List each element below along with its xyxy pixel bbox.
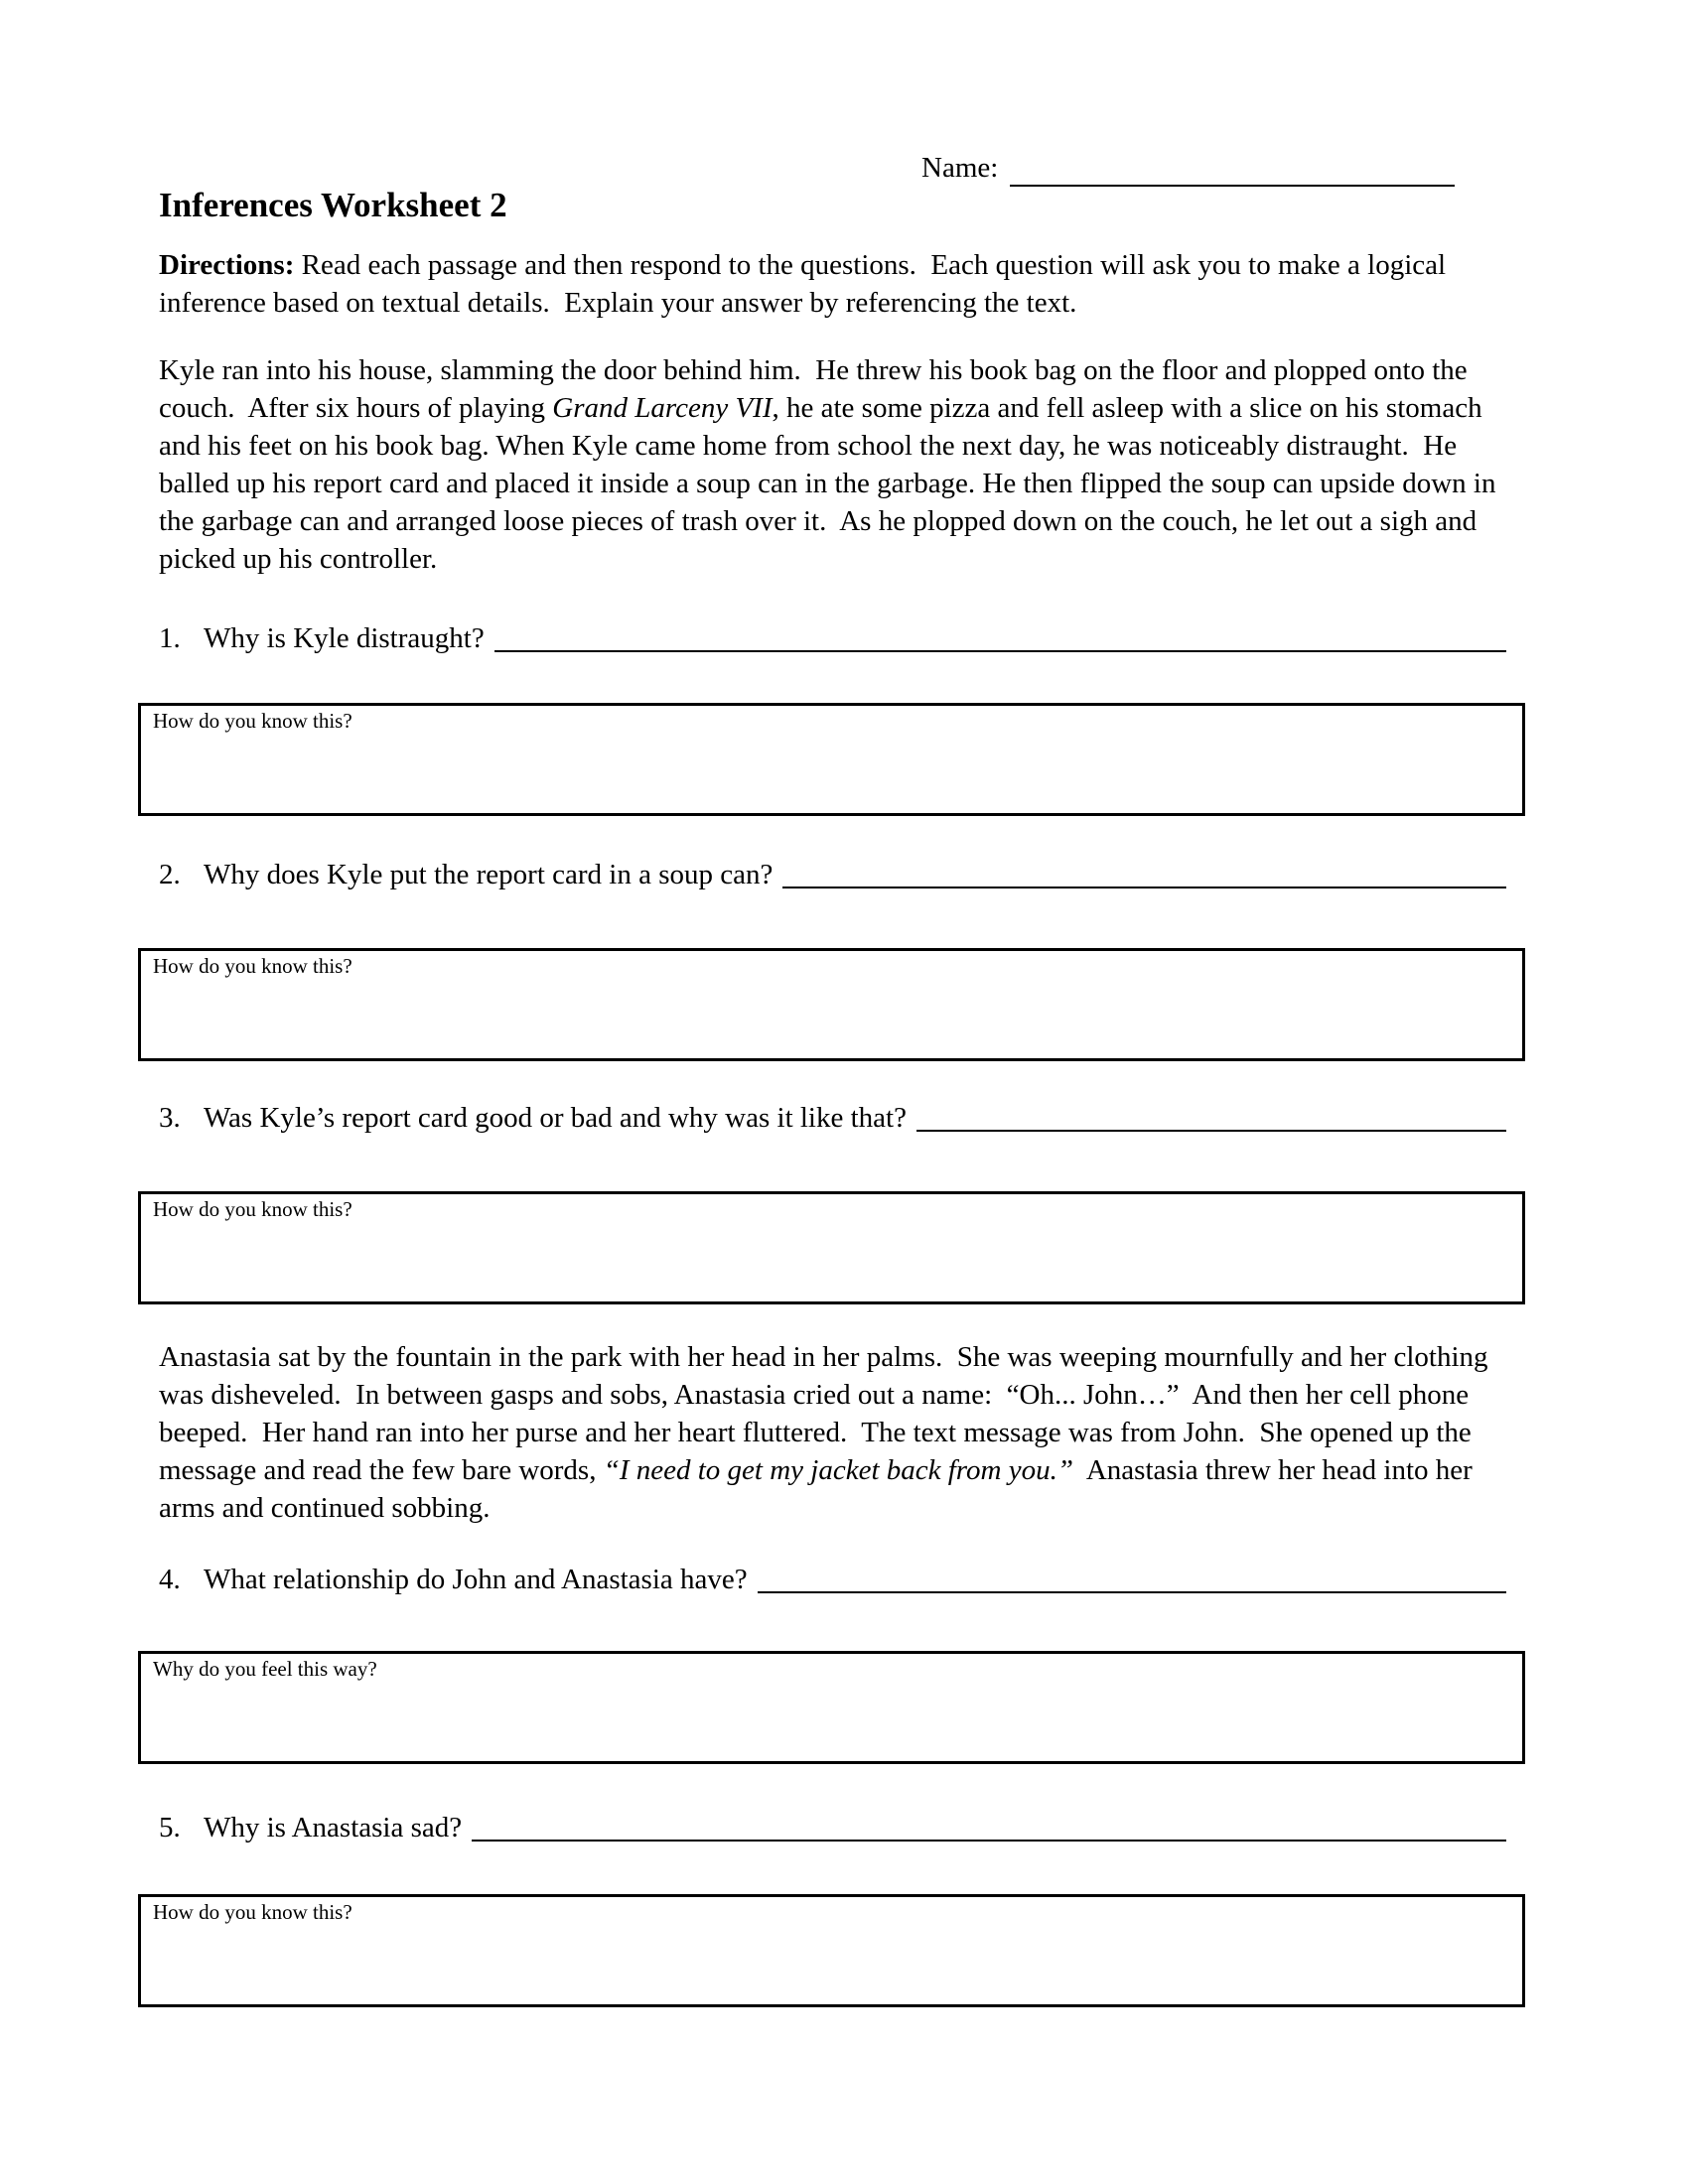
question-3-number: 3. <box>159 1102 181 1134</box>
question-5-box-label: How do you know this? <box>153 1900 352 1924</box>
question-5-answer-box[interactable] <box>138 1894 1525 2007</box>
question-3-answer-box[interactable] <box>138 1191 1525 1304</box>
directions-text: Read each passage and then respond to the questions. Each question will ask you to make a logical inference based on textual details. Explain your answer by referencing the text. <box>159 249 1454 319</box>
passage-kyle-text-1: Kyle ran into his house, slamming the door behind him. He threw his book bag on the floor and plopped onto the couch. After six hours of playing <box>159 354 1475 424</box>
question-2-answer-line[interactable] <box>782 857 1506 888</box>
question-2-row <box>159 856 1506 893</box>
question-3-text: Was Kyle’s report card good or bad and why was it like that? <box>204 1102 907 1134</box>
passage-kyle-text-2: , he ate some pizza and fell asleep with a slice on his stomach and his feet on his book bag. When Kyle came home from school the next day, he was noticeably distraught. He balled up his report card and placed it inside a soup can in the garbage. He then flipped the soup can upside down in the garbage can and arranged loose pieces of trash over it. As he plopped down on the couch, he let out a sigh and picked up his controller. <box>159 392 1503 575</box>
question-1-row <box>159 619 1506 657</box>
question-4-answer-box[interactable] <box>138 1651 1525 1764</box>
question-5-number: 5. <box>159 1812 181 1843</box>
question-1-text: Why is Kyle distraught? <box>204 622 485 654</box>
question-5-row <box>159 1809 1506 1846</box>
question-3-row <box>159 1099 1506 1137</box>
question-1-number: 1. <box>159 622 181 654</box>
question-2-box-label: How do you know this? <box>153 954 352 978</box>
question-2-text: Why does Kyle put the report card in a soup can? <box>204 859 774 890</box>
question-3-answer-line[interactable] <box>916 1100 1506 1132</box>
name-label: Name: <box>921 152 999 184</box>
question-4-text: What relationship do John and Anastasia have? <box>204 1564 748 1595</box>
name-row <box>921 149 1455 187</box>
question-5-answer-line[interactable] <box>472 1810 1506 1842</box>
directions-paragraph <box>159 246 1511 322</box>
question-3-box-label: How do you know this? <box>153 1197 352 1221</box>
question-2-number: 2. <box>159 859 181 890</box>
passage-anastasia-text-2: Anastasia threw her head into her arms and continued sobbing. <box>159 1454 1480 1524</box>
question-2-answer-box[interactable] <box>138 948 1525 1061</box>
passage-kyle-game-title: Grand Larceny VII <box>552 392 773 424</box>
question-1-answer-line[interactable] <box>494 620 1506 652</box>
question-4-row <box>159 1561 1506 1598</box>
question-4-number: 4. <box>159 1564 181 1595</box>
question-1-box-label: How do you know this? <box>153 709 352 733</box>
question-4-box-label: Why do you feel this way? <box>153 1657 377 1681</box>
page-title: Inferences Worksheet 2 <box>159 186 507 224</box>
question-1-answer-box[interactable] <box>138 703 1525 816</box>
passage-anastasia-text-message: “I need to get my jacket back from you.” <box>603 1454 1073 1486</box>
passage-anastasia-text-1: Anastasia sat by the fountain in the park with her head in her palms. She was weeping mournfully and her clothing was disheveled. In between gasps and sobs, Anastasia cried out a name: “Oh... John…” And then her cell phone beeped. Her hand ran into her purse and her heart fluttered. The text message was from John. She opened up the message and read the few bare words, <box>159 1341 1495 1486</box>
directions-label: Directions: <box>159 249 295 281</box>
passage-kyle <box>159 351 1511 578</box>
name-blank-line[interactable] <box>1010 149 1455 187</box>
question-5-text: Why is Anastasia sad? <box>204 1812 463 1843</box>
passage-anastasia <box>159 1338 1511 1527</box>
question-4-answer-line[interactable] <box>758 1562 1506 1593</box>
